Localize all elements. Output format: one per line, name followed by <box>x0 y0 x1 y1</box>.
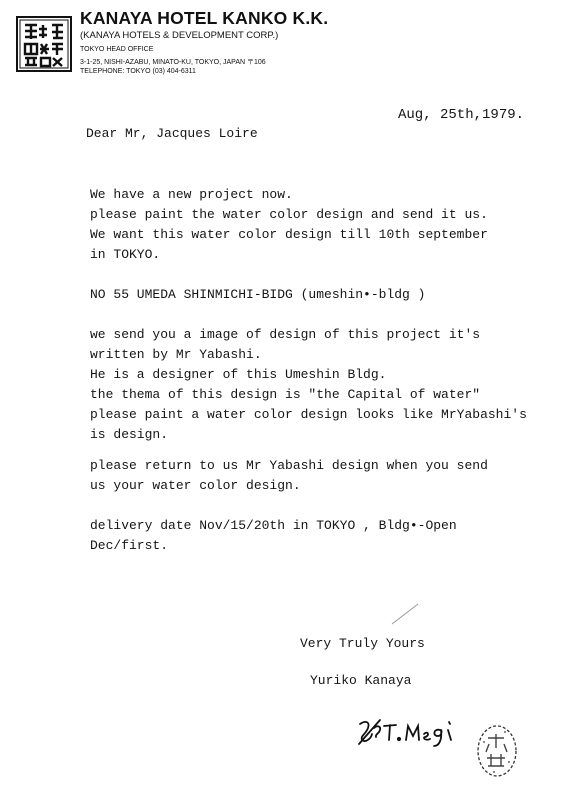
company-name: KANAYA HOTEL KANKO K.K. <box>80 8 329 28</box>
personal-seal-stamp <box>474 722 520 780</box>
office-label: TOKYO HEAD OFFICE <box>80 46 154 53</box>
body-line: We want this water color design till 10th september <box>90 227 488 242</box>
body-line: Dec/first. <box>90 538 169 553</box>
body-line: we send you a image of design of this project it's <box>90 327 481 342</box>
closing: Very Truly Yours <box>300 636 425 651</box>
handwritten-signature <box>356 710 468 750</box>
signer-name: Yuriko Kanaya <box>310 673 412 688</box>
salutation: Dear Mr, Jacques Loire <box>86 126 258 141</box>
company-seal-logo <box>16 16 72 72</box>
letter-date: Aug, 25th,1979. <box>398 107 525 123</box>
company-subtitle: (KANAYA HOTELS & DEVELOPMENT CORP.) <box>80 30 279 41</box>
body-line: please paint the water color design and send it us. <box>90 207 488 222</box>
body-line: the thema of this design is "the Capital of water" <box>90 387 481 402</box>
project-line: NO 55 UMEDA SHINMICHI-BIDG (umeshin•-bldg ) <box>90 287 426 302</box>
pen-mark <box>390 600 420 630</box>
body-line: delivery date Nov/15/20th in TOKYO , Bldg•-Open <box>90 518 457 533</box>
body-line: please paint a water color design looks like MrYabashi's <box>90 407 527 422</box>
office-phone: TELEPHONE: TOKYO (03) 404-6311 <box>80 68 196 75</box>
body-line: please return to us Mr Yabashi design when you send <box>90 458 488 473</box>
body-line: is design. <box>90 427 169 442</box>
office-address: 3-1-25, NISHI-AZABU, MINATO-KU, TOKYO, JAPAN 〒106 <box>80 59 266 66</box>
body-line: us your water color design. <box>90 478 301 493</box>
body-line: We have a new project now. <box>90 187 293 202</box>
body-line: written by Mr Yabashi. <box>90 347 262 362</box>
body-line: He is a designer of this Umeshin Bldg. <box>90 367 387 382</box>
body-line: in TOKYO. <box>90 247 161 262</box>
